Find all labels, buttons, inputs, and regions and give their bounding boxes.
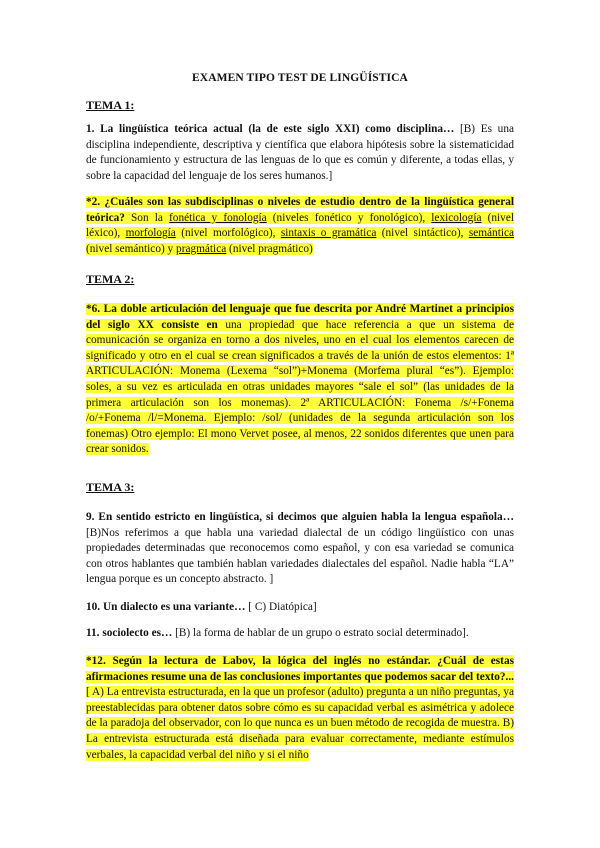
question-2 — [86, 195, 514, 257]
question-12-answer: [ A) La entrevista estructurada, en la que un profesor (adulto) pregunta a un niño preguntas, ya preestablecidas para obtener datos sobre cómo es su capacidad verbal es asimétrica y adolece de la paradoja del observador, con lo que nunca es un buen método de recogida de muestra. B) La entrevista estructurada está diseñada para evaluar correctamente, mediante estímulos verbales, la capacidad verbal del niño y si el niño — [86, 686, 514, 761]
question-2-text: *2. ¿Cuáles son las subdisciplinas o niveles de estudio dentro de la lingüística general teórica? — [86, 196, 514, 224]
question-1-text: 1. La lingüística teórica actual (la de este siglo XXI) como disciplina… — [86, 123, 455, 135]
question-9-text: 9. En sentido estricto en lingüística, si decimos que alguien habla la lengua española… — [86, 511, 514, 523]
term-lexicologia: lexicología — [431, 211, 482, 224]
question-10-text: 10. Un dialecto es una variante… — [86, 601, 246, 613]
question-6-answer: una propiedad que hace referencia a que un sistema de comunicación se organiza en torno a dos niveles, uno en el cual los elementos carecen de significado y otro en el cual se crean significados a través de la unión de estos elementos: 1ª ARTICULACIÓN: Monema (Lexema “sol”)+Monema (Morfema plural “es”). Ejemplo: soles, a su vez es articulada en otras unidades mayores “sale el sol” (las unidades de la primera articulación son los monemas). 2ª ARTICULACIÓN: Fonema /s/+Fonema /o/+Fonema /l/=Monema. Ejemplo: /sol/ (unidades de la segunda articulación son los fonemas) Otro ejemplo: El mono Vervet posee, al menos, 22 sonidos diferentes que unen para crear sonidos. — [86, 318, 514, 456]
question-1-answer: [B) Es una disciplina independiente, descriptiva y científica que elabora hipótesis sobre la sistematicidad de funcionamiento y estructura de las lenguas de lo que es común y diferente, a todas ellas, y sobre la capacidad del lenguaje de los seres humanos.] — [86, 123, 514, 182]
document-title: EXAMEN TIPO TEST DE LINGÜÍSTICA — [192, 72, 408, 84]
question-11-answer: [B) la forma de hablar de un grupo o estrato social determinado]. — [172, 627, 469, 639]
question-9 — [86, 510, 514, 588]
question-9-answer: [B)Nos referimos a que habla una variedad dialectal de un código lingüístico con unas propiedades determinadas que reconocemos como español, y con esa variedad se comunica con otros hablantes que también hablan variedades dialectales del español. Nadie habla “LA” lengua porque es un concepto abstracto. ] — [86, 526, 514, 586]
term-fonetica: fonética y fonología — [169, 211, 267, 224]
question-12 — [86, 654, 514, 763]
question-11 — [86, 626, 514, 642]
question-10 — [86, 600, 514, 616]
term-morfologia: morfología — [125, 227, 176, 240]
tema2-heading: TEMA 2: — [86, 272, 135, 286]
question-2-answer-part: (nivel léxico), — [86, 211, 514, 240]
term-semantica: semántica — [468, 227, 514, 240]
term-sintaxis: sintaxis o gramática — [280, 227, 377, 240]
question-1 — [86, 122, 514, 184]
question-2-answer-part: (niveles fonético y fonológico), — [266, 211, 432, 224]
question-2-answer-part: (nivel morfológico), — [175, 227, 281, 240]
question-10-answer: [ C) Diatópica] — [245, 601, 317, 613]
question-11-text: 11. sociolecto es… — [86, 627, 173, 639]
question-2-answer-part: (nivel sintáctico), — [376, 227, 469, 240]
question-12-text: *12. Según la lectura de Labov, la lógica del inglés no estándar. ¿Cuál de estas afirmaciones resume una de las conclusiones importantes que podemos sacar del texto?... — [86, 655, 514, 683]
question-6-text: *6. La doble articulación del lenguaje que fue descrita por André Martinet a principios del siglo XX consiste en — [86, 303, 514, 331]
question-2-answer-part: (nivel pragmático) — [226, 242, 313, 255]
term-pragmatica: pragmática — [176, 242, 227, 255]
tema3-heading: TEMA 3: — [86, 480, 135, 494]
question-2-answer-part: (nivel semántico) y — [86, 242, 177, 255]
question-2-answer-part: Son la — [124, 211, 170, 224]
tema1-heading: TEMA 1: — [86, 98, 135, 112]
question-6 — [86, 302, 514, 458]
